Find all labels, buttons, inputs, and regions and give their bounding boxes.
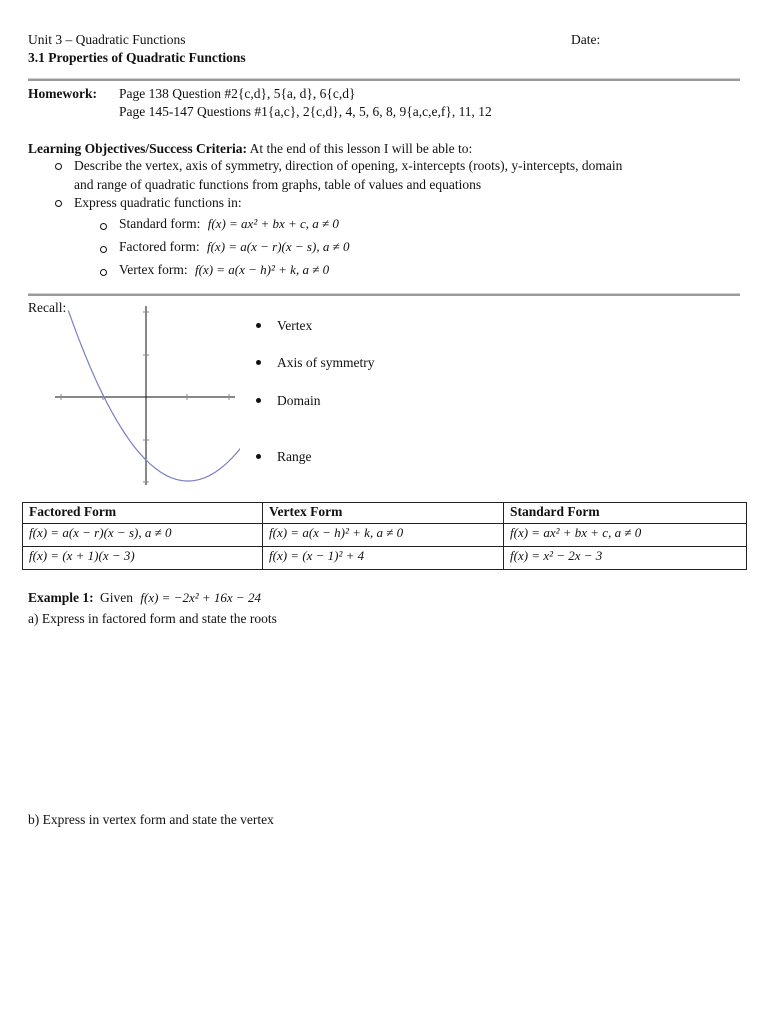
standard-form-item [119, 216, 339, 232]
table-header-row [23, 503, 747, 524]
bullet-dot [256, 454, 261, 459]
bullet-dot [256, 398, 261, 403]
recall-label: Recall: [28, 300, 67, 315]
recall-domain: Domain [277, 393, 321, 408]
header-vertex-form: Vertex Form [263, 503, 504, 524]
table-row [23, 547, 747, 570]
homework-line-1: Page 138 Question #2{c,d}, 5{a, d}, 6{c,d} [119, 86, 356, 101]
unit-title: Unit 3 – Quadratic Functions [28, 32, 186, 47]
bullet-circle [55, 200, 62, 207]
table-row [23, 524, 747, 547]
general-vertex-form: f(x) = a(x − h)² + k, a ≠ 0 [263, 524, 504, 547]
objective-1-line-1: Describe the vertex, axis of symmetry, direction of opening, x-intercepts (roots), y-intercepts, domain [74, 158, 623, 173]
example-1-part-b: b) Express in vertex form and state the vertex [28, 812, 274, 827]
parabola-curve [68, 310, 240, 481]
objectives-label: Learning Objectives/Success Criteria: [28, 141, 247, 156]
bullet-circle [100, 246, 107, 253]
divider-middle [28, 293, 740, 296]
bullet-circle [100, 223, 107, 230]
example-vertex-form: f(x) = (x − 1)² + 4 [263, 547, 504, 570]
vertex-form-formula: f(x) = a(x − h)² + k, a ≠ 0 [194, 262, 330, 277]
bullet-circle [100, 269, 107, 276]
general-standard-form: f(x) = ax² + bx + c, a ≠ 0 [504, 524, 747, 547]
header-factored-form: Factored Form [23, 503, 263, 524]
example-factored-form: f(x) = (x + 1)(x − 3) [23, 547, 263, 570]
example-standard-form: f(x) = x² − 2x − 3 [504, 547, 747, 570]
objectives-heading [28, 141, 472, 157]
example-1-part-a: a) Express in factored form and state the roots [28, 611, 277, 626]
factored-form-item [119, 239, 349, 255]
recall-axis-of-symmetry: Axis of symmetry [277, 355, 375, 370]
factored-form-formula: f(x) = a(x − r)(x − s), a ≠ 0 [206, 239, 350, 254]
divider-top [28, 78, 740, 81]
general-factored-form: f(x) = a(x − r)(x − s), a ≠ 0 [23, 524, 263, 547]
forms-table [22, 502, 747, 570]
objective-2: Express quadratic functions in: [74, 195, 242, 210]
example-1-given: Given [100, 590, 133, 605]
example-1-formula: f(x) = −2x² + 16x − 24 [140, 590, 261, 605]
objective-1-line-2: and range of quadratic functions from graphs, table of values and equations [74, 177, 482, 192]
date-label: Date: [571, 32, 601, 47]
parabola-graph [55, 302, 240, 490]
recall-vertex: Vertex [277, 318, 313, 333]
homework-line-2: Page 145-147 Questions #1{a,c}, 2{c,d}, 4, 5, 6, 8, 9{a,c,e,f}, 11, 12 [119, 104, 492, 119]
recall-range: Range [277, 449, 312, 464]
standard-form-label: Standard form: [119, 216, 201, 231]
example-1-label: Example 1: [28, 590, 94, 605]
example-1-heading [28, 590, 261, 606]
lesson-title: 3.1 Properties of Quadratic Functions [28, 50, 246, 65]
standard-form-formula: f(x) = ax² + bx + c, a ≠ 0 [207, 216, 339, 231]
bullet-dot [256, 360, 261, 365]
bullet-dot [256, 323, 261, 328]
factored-form-label: Factored form: [119, 239, 200, 254]
vertex-form-item [119, 262, 329, 278]
vertex-form-label: Vertex form: [119, 262, 188, 277]
header-standard-form: Standard Form [504, 503, 747, 524]
homework-label: Homework: [28, 86, 97, 101]
objectives-intro: At the end of this lesson I will be able to: [249, 141, 473, 156]
bullet-circle [55, 163, 62, 170]
